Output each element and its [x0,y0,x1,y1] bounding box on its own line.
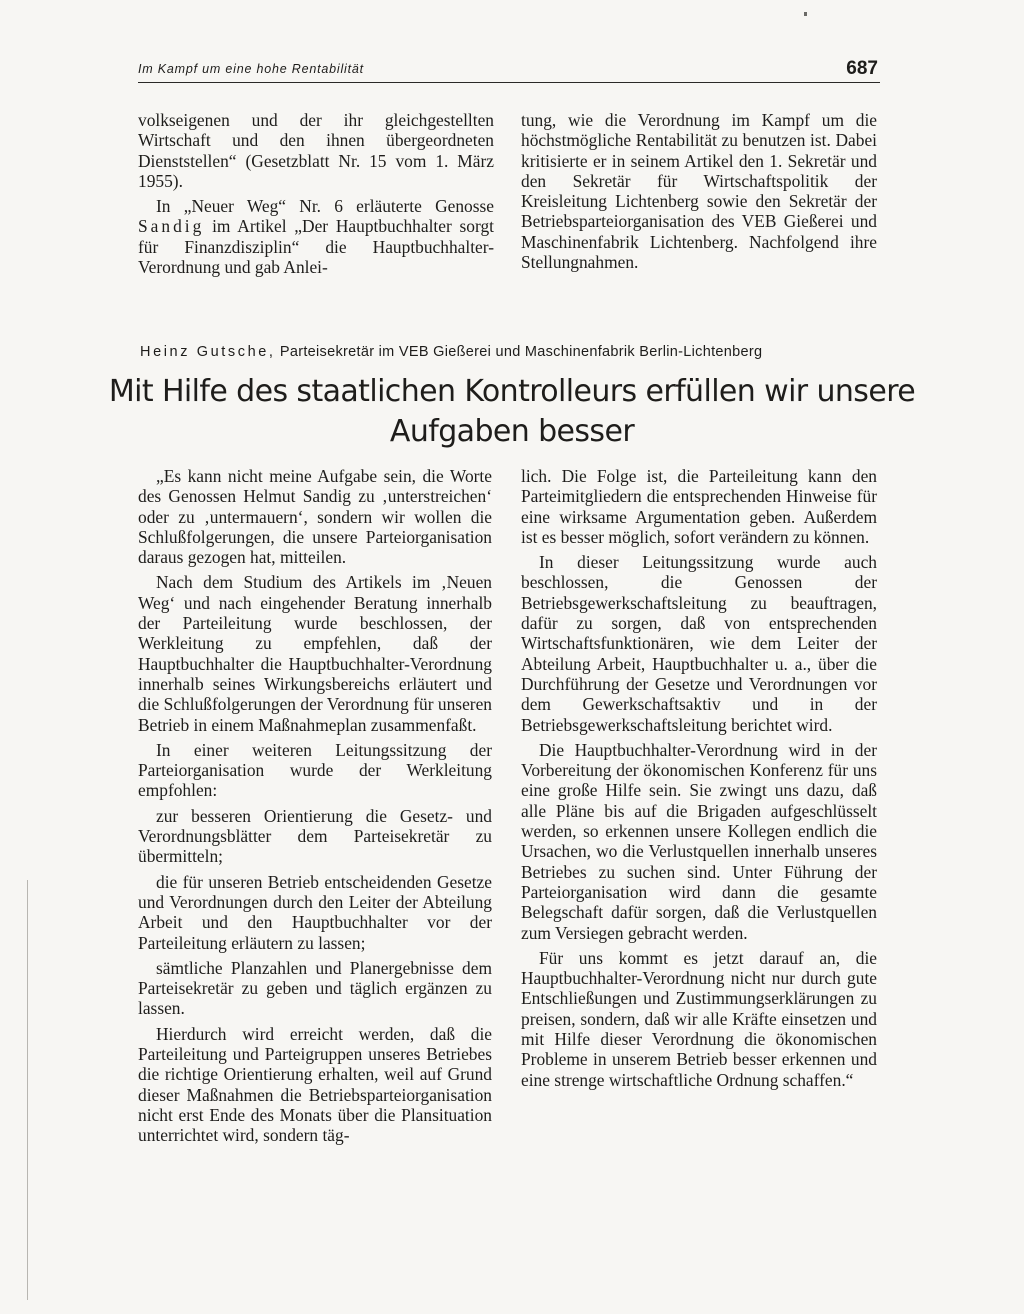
article-paragraph: „Es kann nicht meine Aufgabe sein, die Worte des Genossen Helmut Sandig zu ‚unterstreichen‘ oder zu ‚untermauern‘, sondern wir wollen die Schlußfolgerungen, die unsere Parteiorganisation daraus gezogen hat, mitteilen. [138,466,492,568]
page-number: 687 [846,58,878,79]
article-paragraph: die für unseren Betrieb entscheidenden Gesetze und Verordnungen durch den Leiter der Abteilung Arbeit und den Hauptbuchhalter vor der Parteileitung erläutern zu lassen; [138,871,492,953]
article-right-column [521,466,877,1095]
article-paragraph: In dieser Leitungssitzung wurde auch beschlossen, die Genossen der Betriebsgewerkschaftsleitung zu beauftragen, dafür zu sorgen, daß von entsprechenden Wirtschaftsfunktionären, wie dem Leiter der Abteilung Arbeit, Hauptbuchhalter u. a., über die Durchführung der Gesetze und Verordnungen vor dem Gewerkschaftsaktiv und in der Betriebsgewerkschaftsleitung berichtet wird. [521,552,877,735]
running-title: Im Kampf um eine hohe Rentabilität [138,62,364,76]
article-paragraph: Nach dem Studium des Artikels im ‚Neuen Weg‘ und nach eingehender Beratung innerhalb der Parteileitung wurde beschlossen, der Werkleitung zu empfehlen, daß der Hauptbuchhalter die Hauptbuchhalter-Verordnung innerhalb seines Wirkungsbereichs erläutert und die Schlußfolgerungen der Verordnung für unseren Betrieb in einem Maßnahmeplan zusammenfaßt. [138,572,492,735]
article-paragraph: zur besseren Orientierung die Gesetz- und Verordnungsblätter dem Parteisekretär zu übermitteln; [138,805,492,867]
article-paragraph: Hierdurch wird erreicht werden, daß die Parteileitung und Parteigruppen unseres Betriebes die richtige Orientierung erhalten, weil auf Grund dieser Maßnahmen die Betriebsparteiorganisation nicht erst Ende des Monats über die Plansituation unterrichtet wird, sondern täg- [138,1023,492,1146]
scan-dot-mark [804,12,807,16]
article-paragraph: sämtliche Planzahlen und Planergebnisse dem Parteisekretär zu geben und täglich ergänzen zu lassen. [138,957,492,1019]
article-paragraph: Für uns kommt es jetzt darauf an, die Hauptbuchhalter-Verordnung nicht nur durch gute Entschließungen und Zustimmungserklärungen zu preisen, sondern, daß wir alle Kräfte einsetzen und mit Hilfe dieser Verordnung die ökonomischen Probleme in unserem Betrieb besser erkennen und eine strenge wirtschaftliche Ordnung schaffen.“ [521,947,877,1090]
intro-text: im Artikel „Der Hauptbuchhalter sorgt für Finanzdisziplin“ die Hauptbuchhalter-Verordnung und gab Anlei- [138,216,494,278]
byline-author: Heinz Gutsche, [140,344,276,360]
intro-text: In „Neuer Weg“ Nr. 6 erläuterte Genosse [156,196,494,217]
byline [140,344,900,360]
article-paragraph: Die Hauptbuchhalter-Verordnung wird in der Vorbereitung der ökonomischen Konferenz für uns eine große Hilfe sein. Sie zwingt uns dazu, daß alle Pläne bis auf die Brigaden aufgeschlüsselt werden, so erkennen unsere Kollegen endlich die Ursachen, wo die Verlustquellen innerhalb unseres Betriebes zu suchen sind. Unter Führung der Parteiorganisation wird dann die gesamte Belegschaft dafür sorgen, daß die Verlustquellen zum Versiegen gebracht werden. [521,739,877,943]
author-name-spaced: Sandig [138,216,205,237]
intro-paragraph: tung, wie die Verordnung im Kampf um die höchstmögliche Rentabilität zu benutzen ist. Dabei kritisierte er in seinem Artikel den 1. Sekretär und den Sekretär für Wirtschaftspolitik der Kreisleitung Lichtenberg sowie den Sekretär der Betriebsparteiorganisation des VEB Gießerei und Maschinenfabrik Lichtenberg. Nachfolgend ihre Stellungnahmen. [521,110,877,273]
headline-line: Mit Hilfe des staatlichen Kontrolleurs erfüllen wir unsere [108,374,916,409]
running-header [138,60,880,83]
article-paragraph: In einer weiteren Leitungssitzung der Parteiorganisation wurde der Werkleitung empfohlen: [138,739,492,801]
article-left-column [138,466,492,1151]
headline-line: Aufgaben besser [389,414,635,449]
intro-paragraph: volkseigenen und der ihr gleichgestellten Wirtschaft und den ihnen übergeordneten Dienststellen“ (Gesetzblatt Nr. 15 vom 1. März 1955). [138,110,494,191]
byline-role: Parteisekretär im VEB Gießerei und Maschinenfabrik Berlin-Lichtenberg [279,344,763,360]
intro-paragraph [138,196,494,277]
intro-right-column [521,110,877,277]
scan-edge-mark [27,880,28,1300]
article-paragraph: lich. Die Folge ist, die Parteileitung kann den Parteimitgliedern die entsprechenden Hinweise für eine wirksame Argumentation geben. Außerdem ist es besser möglich, sofort verändern zu können. [521,466,877,547]
article-headline [100,372,924,452]
intro-left-column [138,110,494,282]
